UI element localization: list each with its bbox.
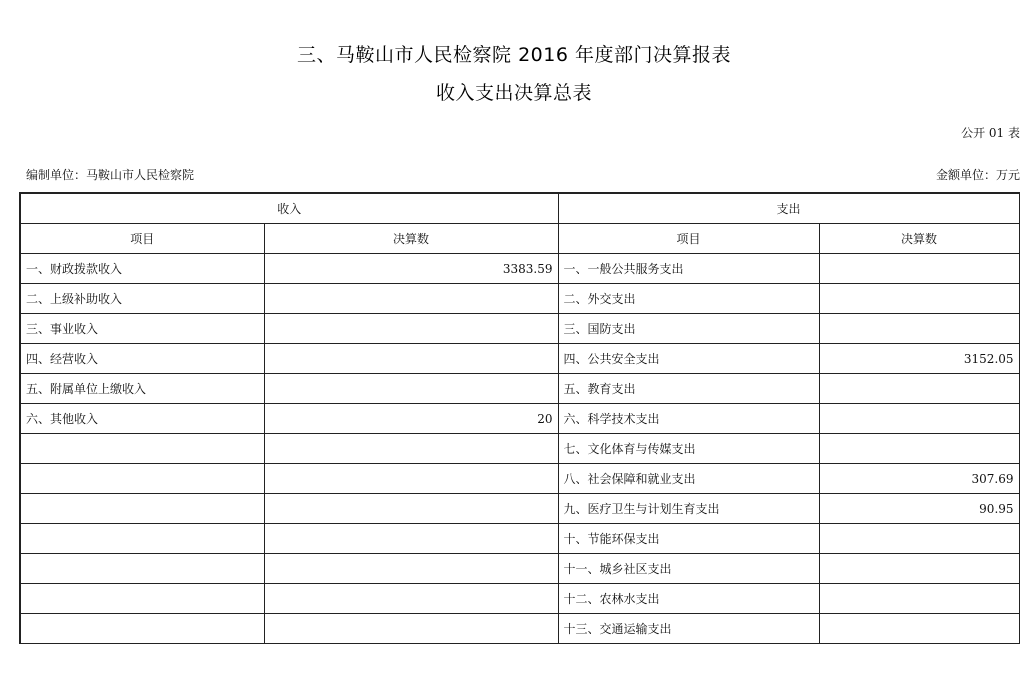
expense-amount-cell: 90.95 (819, 494, 1019, 524)
table-row (20, 254, 1019, 284)
income-item-cell (20, 494, 264, 524)
income-amount-cell: 20 (264, 404, 558, 434)
income-amount-cell: 3383.59 (264, 254, 558, 284)
expense-amount-cell (819, 524, 1019, 554)
table-row (20, 314, 1019, 344)
income-amount-cell (264, 524, 558, 554)
income-item-cell: 二、上级补助收入 (20, 284, 264, 314)
income-item-cell (20, 524, 264, 554)
income-amount-cell (264, 284, 558, 314)
form-number: 公开 01 表 (961, 126, 1020, 140)
income-amount-cell (264, 554, 558, 584)
expense-item-cell: 六、科学技术支出 (558, 404, 819, 434)
income-item-cell: 六、其他收入 (20, 404, 264, 434)
income-item-cell (20, 554, 264, 584)
income-amount-cell (264, 614, 558, 644)
table-row (20, 554, 1019, 584)
expense-amount-cell (819, 314, 1019, 344)
income-amount-cell (264, 464, 558, 494)
expense-item-cell: 五、教育支出 (558, 374, 819, 404)
income-amount-cell (264, 494, 558, 524)
expense-item-cell: 十三、交通运输支出 (558, 614, 819, 644)
expense-amount-cell (819, 434, 1019, 464)
expense-item-cell: 三、国防支出 (558, 314, 819, 344)
expense-amount-cell (819, 614, 1019, 644)
income-item-cell (20, 464, 264, 494)
table-row (20, 584, 1019, 614)
column-header-row (20, 224, 1019, 254)
income-item-cell: 五、附属单位上缴收入 (20, 374, 264, 404)
report-title: 三、马鞍山市人民检察院 2016 年度部门决算报表 (297, 44, 731, 66)
expense-amount-cell (819, 554, 1019, 584)
expense-item-cell: 八、社会保障和就业支出 (558, 464, 819, 494)
expense-amount-cell (819, 404, 1019, 434)
income-item-header: 项目 (20, 224, 264, 254)
expense-item-header: 项目 (558, 224, 819, 254)
expense-amount-cell (819, 284, 1019, 314)
expense-item-cell: 七、文化体育与传媒支出 (558, 434, 819, 464)
income-amount-cell (264, 374, 558, 404)
expense-item-cell: 十一、城乡社区支出 (558, 554, 819, 584)
expense-amount-cell: 3152.05 (819, 344, 1019, 374)
group-header-row (20, 193, 1019, 224)
expense-group-header: 支出 (558, 193, 1019, 224)
table-row (20, 284, 1019, 314)
income-group-header: 收入 (20, 193, 558, 224)
income-expense-table (19, 192, 1020, 644)
expense-amount-cell (819, 254, 1019, 284)
report-subtitle: 收入支出决算总表 (435, 82, 592, 104)
table-row (20, 524, 1019, 554)
table-row (20, 374, 1019, 404)
expense-item-cell: 十二、农林水支出 (558, 584, 819, 614)
expense-item-cell: 一、一般公共服务支出 (558, 254, 819, 284)
income-item-cell (20, 614, 264, 644)
table-row (20, 344, 1019, 374)
income-amount-cell (264, 434, 558, 464)
expense-item-cell: 九、医疗卫生与计划生育支出 (558, 494, 819, 524)
income-item-cell: 一、财政拨款收入 (20, 254, 264, 284)
compile-unit: 编制单位：马鞍山市人民检察院 (26, 168, 195, 182)
expense-item-cell: 四、公共安全支出 (558, 344, 819, 374)
income-amount-cell (264, 344, 558, 374)
table-row (20, 494, 1019, 524)
expense-item-cell: 二、外交支出 (558, 284, 819, 314)
income-amount-cell (264, 584, 558, 614)
table-row (20, 464, 1019, 494)
income-item-cell (20, 434, 264, 464)
income-amount-cell (264, 314, 558, 344)
expense-amount-cell: 307.69 (819, 464, 1019, 494)
amount-unit: 金额单位：万元 (935, 168, 1020, 182)
expense-item-cell: 十、节能环保支出 (558, 524, 819, 554)
income-amount-header: 决算数 (264, 224, 558, 254)
table-row (20, 404, 1019, 434)
expense-amount-header: 决算数 (819, 224, 1019, 254)
table-row (20, 614, 1019, 644)
expense-amount-cell (819, 584, 1019, 614)
expense-amount-cell (819, 374, 1019, 404)
table-row (20, 434, 1019, 464)
income-item-cell (20, 584, 264, 614)
income-item-cell: 三、事业收入 (20, 314, 264, 344)
income-item-cell: 四、经营收入 (20, 344, 264, 374)
